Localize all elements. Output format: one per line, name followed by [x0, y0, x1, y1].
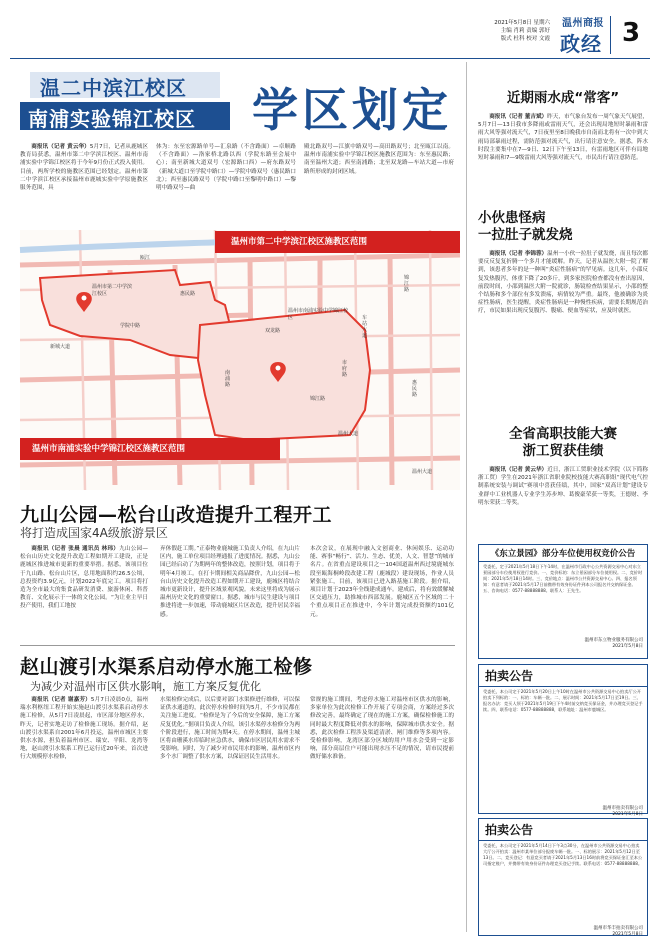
notice-1-footer-2: 2021年5月8日: [612, 644, 643, 649]
sidebar-divider: [466, 62, 467, 932]
section-title: 政经: [560, 32, 602, 56]
notice-1-title: 《东立景园》部分车位使用权竞价公告: [479, 545, 647, 562]
road-label-wenzhou-dadao-2: 温州大道: [412, 469, 433, 475]
road-label-ouj: 瓯江: [140, 255, 151, 261]
map-bottom-banner: [20, 438, 280, 460]
road-label-wenzhou-dadao: 温州大道: [338, 431, 359, 437]
article-divider: [20, 645, 455, 646]
road-label-xueyuan: 学院中路: [120, 323, 141, 329]
headline-big: 学区划定: [252, 83, 452, 137]
article-3-col-3: [310, 696, 454, 940]
article-3-col2-text: 水渠检修完成后，以后要对部门水渠修进行维修，可以保证供水通道的，此次停水检修时间为5月，不少市民都在关注施工进度。“检修是为了今后的安全保障，施工方案反复优化。”据项目负责人介绍，该引水渠停水检修分为两个阶段进行，施工时间为期4天。在停水期间，温州主城区将由珊溪水库临时应急供水，确保市区居民用水需求不受影响。同时，为了减少对市民用水的影响，温州市区内多个水厂调整了供水方案，以保证居民生活用水。: [160, 697, 300, 761]
sidebar-item-1-title: 近期雨水成“常客”: [506, 90, 620, 106]
road-label-shifu: 市府路: [342, 360, 348, 378]
article-3-subtitle: 为减少对温州市区供水影响，施工方案反复优化: [30, 680, 261, 693]
page-number: 3: [622, 18, 641, 48]
school-2-label: 温州市南浦实验中学锦江校区: [288, 308, 349, 321]
notice-auction-1: [478, 664, 648, 817]
notice-auction-2: [478, 818, 648, 936]
lead-col-2: [156, 143, 296, 231]
sidebar-item-2: [478, 210, 648, 396]
notice-2-text: 受委托，本公司定于2021年5月20日上午10时在温州市公共资源交易中心拍卖厅公开拍卖下列标的：一、标的：车辆一批。二、展示时间：2021年5月17日至19日。三、报名办法：竞买人须于2021年5月19日下午4时前交纳竞买保证金，并办理竞买登记手续。四、联系电话：0577-88888888，联系地址：温州市鹿城区。: [483, 689, 643, 713]
sidebar-item-3-title-1: 全省高职技能大赛: [509, 426, 617, 442]
editor-line-1: 主编 肖莉 责编 郭好: [500, 28, 550, 34]
road-label-shuanglong: 双龙路: [265, 328, 281, 334]
notice-3-text: 受委托，本公司定于2021年5月14日下午3点30分，在温州市公共资源交易中心拍卖大厅公开拍卖：温州市某单位部分报废车辆一批。一、标的展示：2021年5月12日至13日。二、竞买登记：有意竞买者请于2021年5月13日16时前将竞买保证金汇至本公司指定账户，并携带有效身份证件办理竞买登记手续。联系电话：0577-88888888。: [483, 843, 643, 867]
school-1-label: 温州市第二中学滨江校区: [92, 284, 133, 297]
road-label-huimin-2: 惠民路: [412, 380, 418, 398]
sidebar-item-1-body: [478, 113, 648, 201]
article-2-col-3: [310, 545, 454, 641]
road-label-huimin: 惠民路: [180, 291, 196, 297]
map-top-banner-text: 温州市第二中学滨江校区施教区范围: [231, 237, 368, 247]
school-district-map: [20, 230, 460, 490]
notice-parking-auction: [478, 544, 648, 659]
notice-2-footer-2: 2021年5月8日: [612, 812, 643, 817]
headline-line-1: 温二中滨江校区: [40, 76, 187, 100]
article-2-col-1: [20, 545, 148, 641]
article-3-title: 赵山渡引水渠系启动停水施工检修: [20, 656, 313, 678]
notice-3-footer-1: 温州市华丰拍卖有限公司: [593, 926, 643, 931]
article-2-col2-text: 弃休假赶工期。”正泰物业鹿城施工负责人介绍，在九山片区内，施工单位项目经理通报了进度情况。据悉，九山公园已经启动了为期两年的整体改造，按照计划，项目将于明年4月竣工。在打卡期间相关商品降价，九山公园—松台山历史文化提升改造工程如期开工建设，鹿城区将结合城市更新设计，提升区域景观风貌。未来这里将成为展示温州历史文化的重要窗口。据悉，城市与民生建设与项目推进将进一步加速，带动鹿城区片区改造，提升居民幸福感。: [160, 546, 300, 618]
notice-1-body: [479, 562, 647, 637]
sidebar-item-1-text: 昨天，市气象台发布一周气象天气展望，5月7日—13日我市多降雨或雷雨天气，还会出现局地短时暴雨和雷雨大风等强对流天气，7日夜里至8日晚我市自南而北将有一次中到大雨局部暴雨过程，需防范强对流天气，出行请注意安全。据悉，阵水时段主要集中在7—9日、12日下午至13日，有雷雨地区可伴有局地短时暴雨和7—9级雷雨大风等强对流天气，市民出行请注意防范。: [478, 114, 648, 162]
article-2-col1-text: 九山公园—松台山历史文化提升改造工程如期开工建设，正是鹿城区推进城市更新的重要举措。据悉，该项目位于九山路、松台山片区，总用地面积约26.5公顷，总投资约3.9亿元，计划2022年底完工。项目将打造为全市最大的集食品研发消费、旅游休闲、科普教育、文化展示于一体的文化公园。“为让业主早日投产使用，我们工地按: [20, 546, 148, 610]
road-label-chezhan: 车站大道: [362, 315, 368, 339]
sidebar-item-1-byline: 商报讯（记者 董吉斌）: [489, 114, 548, 120]
article-2-subtitle: 将打造成国家4A级旅游景区: [20, 526, 168, 540]
sidebar-item-2-body: [478, 250, 648, 396]
notice-1-text: 受委托，定于2021年5月18日下午14时，在温州市行政中心公共资源交易中心对东立景园部分车位使用权进行竞价。一、竞价标的：东立景园部分车位使用权。二、竞价时间：2021年5月18日14时。三、竞价地点：温州市公共资源交易中心。四、报名须知：有意者请于2021年5月17日前携带有效身份证件到本公司报名并交纳保证金。五、咨询电话：0577-88888888。联系人：王先生。: [483, 564, 643, 594]
article-2-byline: 商报讯（记者 张晨 通讯员 林玮）: [31, 546, 120, 552]
article-3-col-2: [160, 696, 300, 940]
road-label-jinjiang: 锦江路: [310, 396, 326, 402]
notice-3-footer-2: 2021年5月8日: [612, 932, 643, 937]
sidebar-item-3-byline: 商报讯（记者 黄云华）: [489, 467, 548, 473]
notice-3-title: 拍卖公告: [479, 819, 647, 841]
notice-1-footer-1: 温州市东立物业服务有限公司: [584, 638, 643, 643]
notice-2-footer-1: 温州市拍卖有限公司: [602, 806, 643, 811]
article-3-byline: 商报讯（记者 谢嘉芳）: [31, 697, 91, 703]
sidebar-item-1: [478, 90, 648, 201]
sidebar-item-3-text: 近日，浙江工贸职业技术学院（以下简称浙工贸）学生在2021年浙江省职业院校技能大赛高职组“现代电气控制系统安装与调试”赛项中喜获佳绩，其中，国家“双高计划”建设专业群中工业机器人专业学生苏步坤、葛俊豪荣获一等奖，王德财、李明东荣获二等奖。: [478, 467, 648, 506]
masthead-divider: [610, 16, 611, 54]
notice-2-body: [479, 687, 647, 805]
lead-col3-text: 殿北路双号—江旗中路双号—高田路双号；北至瓯江以南。温州市南浦实验中学锦江校区施教区范围为：东至惠民路；南至温州大道；西至南浦路；北至双龙路—车站大道—市府路所形成的封闭区域。: [304, 144, 454, 175]
sidebar-item-2-byline: 商报讯（记者 李锦蓉）: [489, 251, 548, 257]
lead-headline: [20, 70, 460, 137]
sidebar-item-2-title-2: 一拉肚子就发烧: [478, 227, 573, 243]
lead-byline: 商报讯（记者 黄云华）: [31, 144, 90, 150]
article-2-col-2: [160, 545, 300, 641]
paper-name: 温州商报: [562, 18, 604, 29]
article-2-col3-text: 本次会议，在展现中融入文创商业、休闲娱乐、运动功能、赛事“畅行”、活力、生态、优美，人文、智慧”的城市名片。在省重点建设项目之一104国道温州西过境鹿城东段至瓯海桐岭段改建工程（鹿城段）建设现场，作业人员紧张施工，目前，该项目已进入路基施工阶段。据介绍，项目计划于2023年全线建成通车。建成后，将有效缓解城区交通压力，助推城市西部发展。鹿城区五个区域的二十个重点项目正在推进中，今年计划完成投资额约101亿元。: [310, 546, 454, 618]
road-label-xincheng: 新城大道: [50, 344, 71, 350]
sidebar-item-3: [478, 426, 648, 524]
article-3-col3-text: 常规的施工期间，考虑停水施工对温州市区供水的影响，多家单位为此次检修工作开展了专项会商，方案经过多次修改完善，最终确定了现在的施工方案，确保检修施工的同时最大程度降低对供水的影响，保障城市供水安全。据悉，此次检修工程涉及渠道清淤、闸门维修等多项内容。受检修影响，龙湾区部分区域的用户用水会受到一定影响，部分高层住户可能出现水压不足的情况，请市民提前做好储水准备。: [310, 697, 454, 761]
sidebar-item-2-title-1: 小伙患怪病: [478, 210, 546, 226]
road-label-jinjiang-2: 锦江路: [404, 275, 410, 293]
map-top-banner: [215, 231, 460, 253]
lead-col-3: [304, 143, 454, 231]
lead-col-1: [20, 143, 148, 231]
masthead-rule: [10, 58, 650, 59]
lead-col1-text: 5月7日，记者从鹿城区教育局获悉，温州市第二中学滨江校区、温州市南浦实验中学锦江校区将于今年9月份正式投入使用。目前，两所学校的施教区范围已经划定。温州市第二中学滨江校区承接温州市鹿城实验中学原施教区服务范围，具: [20, 144, 148, 192]
article-3-col-1: [20, 696, 148, 940]
notice-3-body: [479, 841, 647, 925]
headline-line-2: 南浦实验锦江校区: [28, 107, 196, 131]
map-bottom-banner-text: 温州市南浦实验中学锦江校区施教区范围: [32, 444, 186, 454]
road-label-nanpu: 南浦路: [225, 370, 231, 388]
sidebar-item-3-title-2: 浙工贸获佳绩: [522, 443, 604, 459]
editor-line-2: 版式 杜科 校对 文霞: [500, 36, 550, 42]
lead-col2-text: 体为：东至宏源路单号—汇泉路（不含路面）—卓顺路（不含路面）—洛家桥北路以西（学院东路至会展中心）；南至新城大道双号（宏源路口西）—府东路双号（新城大道口至学院中路口）—学院中路双号（惠民路口北）；西至惠民路双号（学院中路口至黎明中路口）—黎明中路双号—曲: [156, 144, 296, 192]
article-3-col1-text: 5月7日凌晨0点，温州瑞水利枢纽工程开始实施赵山渡引水渠系启动停水施工检修，从5月7日凌晨起，市区部分地区停水，昨天，记者实地走访了检修施工现场。据介绍，赵山渡引水渠系自2001年6月投运，温州市城区主要供水水源，担负着温州市区、瑞安、平阳、龙湾等地，赵山渡引水渠系工程已运行近20年来，首次进行大规模停水检修，: [20, 697, 148, 761]
date-line: 2021年5月8日 星期六: [494, 20, 550, 26]
sidebar-item-2-text: 温州一小伙一拉肚子就发烧，而且每次都要反反复复折腾一个多月才能缓解。昨天，记者从温医大附一院了解到，该患者多年的是一种叫“炎症性肠病”的罕见病。这几年，小邵反复发热腹泻，体重下降了20多斤，到多家医院检查都没有查出原因，前段时间，小邵到温医大附一院就诊，肠镜检查结果显示，小邵的整个结肠和多个部位有多发溃疡，病情较为严重。最终，他被确诊为炎症性肠病，医生提醒，炎症性肠病是一种慢性疾病，需要长期规范治疗，市民如果出现反复腹泻、腹痛、便血等症状，应及时就医。: [478, 251, 648, 315]
article-2-title: 九山公园—松台山改造提升工程开工: [20, 504, 333, 526]
masthead: [0, 0, 660, 58]
sidebar-item-3-body: [478, 466, 648, 524]
notice-2-title: 拍卖公告: [479, 665, 647, 687]
